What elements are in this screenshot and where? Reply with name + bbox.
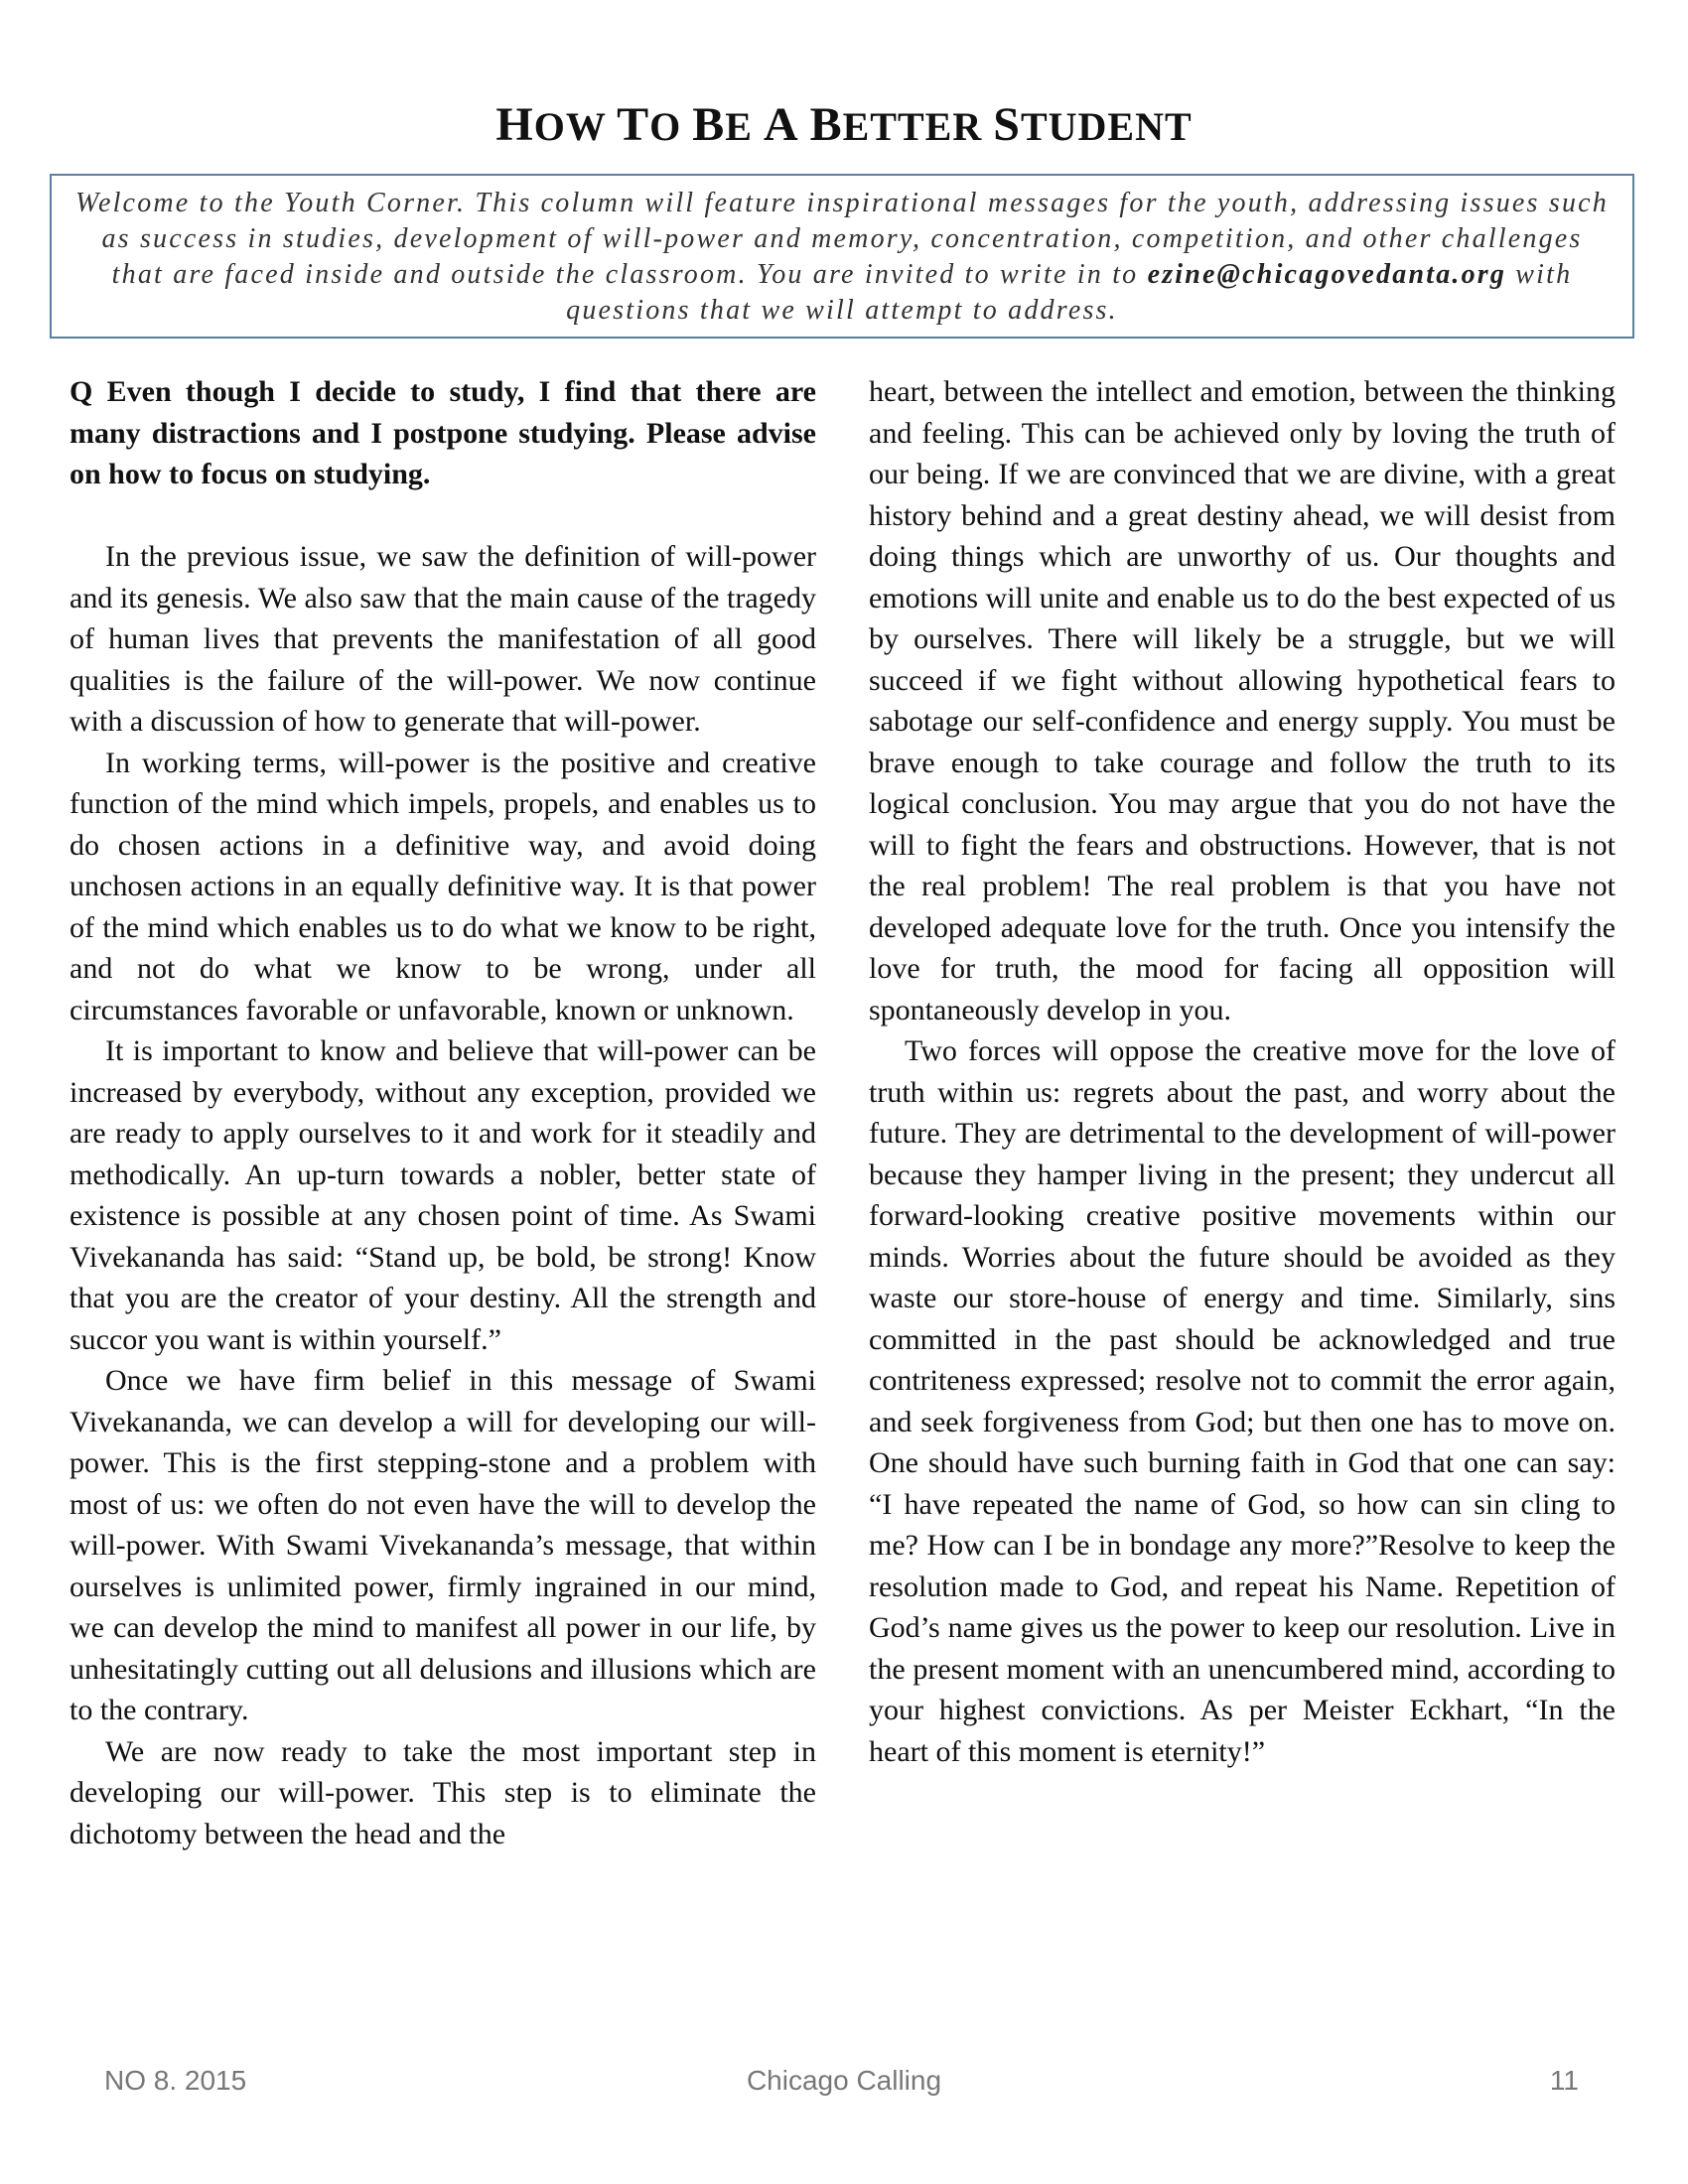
intro-text: Welcome to the Youth Corner. This column will feature inspirational messages for the youth, addressing issues such as success in studies, development of will-power and memory, concentration, competition, and other challenges that are faced inside and outside the classroom. You are invited to write in to <box>75 188 1609 290</box>
intro-text-end: with questions that we will attempt to address. <box>566 259 1573 326</box>
question-text: Q Even though I decide to study, I find that there are many distractions and I postpone studying. Please advise on how to focus on studying. <box>70 375 816 490</box>
body-paragraph: In the previous issue, we saw the definition of will-power and its genesis. We also saw that the main cause of the tragedy of human lives that prevents the manifestation of all good qualities is the failure of the will-power. We now continue with a discussion of how to generate that will-power. <box>70 540 816 738</box>
left-column <box>70 371 816 2059</box>
body-paragraph: Once we have firm belief in this message of Swami Vivekananda, we can develop a will for developing our will-power. This is the first stepping-stone and a problem with most of us: we often do not even have the will to develop the will-power. With Swami Vivekananda’s message, that within ourselves is unlimited power, firmly ingrained in our mind, we can develop the mind to manifest all power in our life, by unhesitatingly cutting out all delusions and illusions which are to the contrary. <box>70 1364 816 1726</box>
body-paragraph: Two forces will oppose the creative move for the love of truth within us: regrets about the past, and worry about the future. They are detrimental to the development of will-power because they hamper living in the present; they undercut all forward-looking creative positive movements within our minds. Worries about the future should be avoided as they waste our store-house of energy and time. Similarly, sins committed in the past should be acknowledged and true contriteness expressed; resolve not to commit the error again, and seek forgiveness from God; but then one has to move on. One should have such burning faith in God that one can say: “I have repeated the name of God, so how can sin cling to me? How can I be in bondage any more?”Resolve to keep the resolution made to God, and repeat his Name. Repetition of God’s name gives us the power to keep our resolution. Live in the present moment with an unencumbered mind, according to your highest convictions. As per Meister Eckhart, “In the heart of this moment is eternity!” <box>869 1034 1616 1768</box>
title-word: HOW <box>495 98 607 151</box>
title-word: TO <box>617 98 682 151</box>
contact-email-link[interactable]: ezine@chicagovedanta.org <box>1147 259 1507 290</box>
body-paragraph: We are now ready to take the most important step in developing our will-power. This step is to eliminate the dichotomy between the head and the <box>70 1734 816 1850</box>
article-title <box>0 97 1688 152</box>
body-paragraph: It is important to know and believe that will-power can be increased by everybody, without any exception, provided we are ready to apply ourselves to it and work for it steadily and methodically. An up-turn towards a nobler, better state of existence is possible at any chosen point of time. As Swami Vivekananda has said: “Stand up, be bold, be strong! Know that you are the creator of your destiny. All the strength and succor you want is within yourself.” <box>70 1034 816 1356</box>
page-number: 11 <box>1549 2065 1579 2096</box>
issue-number: NO 8. 2015 <box>104 2065 247 2096</box>
right-column <box>869 371 1616 2059</box>
title-word: A <box>763 98 799 151</box>
title-word: STUDENT <box>993 98 1193 151</box>
page-footer <box>0 2065 1688 2105</box>
title-word: BETTER <box>809 98 983 151</box>
title-word: BE <box>692 98 753 151</box>
body-paragraph-continued: heart, between the intellect and emotion, between the thinking and feeling. This can be achieved only by loving the truth of our being. If we are convinced that we are divine, with a great history behind and a great destiny ahead, we will desist from doing things which are unworthy of us. Our thoughts and emotions will unite and enable us to do the best expected of us by ourselves. There will likely be a struggle, but we will succeed if we fight without allowing hypothetical fears to sabotage our self-confidence and energy supply. You must be brave enough to take courage and follow the truth to its logical conclusion. You may argue that you do not have the will to fight the fears and obstructions. However, that is not the real problem! The real problem is that you have not developed adequate love for the truth. Once you intensify the love for truth, the mood for facing all opposition will spontaneously develop in you. <box>869 375 1616 1026</box>
body-paragraph: In working terms, will-power is the positive and creative function of the mind which impels, propels, and enables us to do chosen actions in a definitive way, and avoid doing unchosen actions in an equally definitive way. It is that power of the mind which enables us to do what we know to be right, and not do what we know to be wrong, under all circumstances favorable or unfavorable, known or unknown. <box>70 746 816 1026</box>
intro-box <box>50 174 1634 339</box>
publication-name: Chicago Calling <box>746 2065 942 2096</box>
